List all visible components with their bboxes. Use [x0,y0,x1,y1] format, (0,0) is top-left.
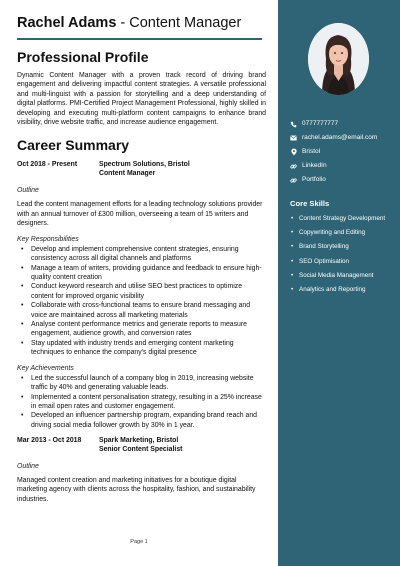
contact-text: 0777777777 [302,120,339,127]
contact-location [290,145,377,159]
profile-photo [308,23,369,95]
job-dates: Mar 2013 - Oct 2018 [17,436,82,444]
email-icon [290,135,297,142]
responsibilities-label: Key Responsibilities [17,235,79,243]
list-item: • Develop and implement comprehensive content strategies, ensuring consistency across all digital channels and platforms [17,245,266,263]
list-item: • Led the successful launch of a company blog in 2019, increasing website traffic by 40% and generating valuable leads. [17,374,266,392]
list-item: • Implemented a content personalisation strategy, resulting in a 25% increase in email open rates and customer engagement. [17,393,266,411]
contact-phone [290,117,377,131]
job-entry [17,160,266,429]
achievements-list [17,374,266,430]
skill-item: • Social Media Management [290,269,385,283]
outline-label: Outline [17,187,39,195]
phone-icon [290,121,297,128]
contact-linkedin[interactable] [290,159,377,173]
profile-heading: Professional Profile [17,49,149,65]
responsibilities-list [17,245,266,358]
page-number: Page 1 [130,539,148,545]
contact-text: Portfolio [302,176,326,183]
job-title: Senior Content Specialist [99,445,183,453]
list-item: • Collaborate with cross-functional teams to ensure brand messaging and voice are maintained across all marketing materials [17,301,266,319]
contact-portfolio[interactable] [290,173,377,187]
skill-item: • Content Strategy Development [290,212,385,226]
contact-list [290,117,377,187]
resume-header [17,14,266,32]
contact-text: Bristol [302,148,321,155]
job-title: Content Manager [99,170,156,178]
candidate-role: Content Manager [129,15,242,31]
skills-heading: Core Skills [290,199,330,208]
job-outline: Managed content creation and marketing initiatives for a boutique digital marketing agency with clients across the hospitality, fashion, and sustainability industries. [17,476,256,503]
career-heading: Career Summary [17,137,130,154]
skill-item: • Brand Storytelling [290,240,385,254]
portrait-image [308,23,369,95]
profile-text: Dynamic Content Manager with a proven track record of driving brand engagement and delivering impactful content strategies. A versatile professional and multi-linguist with a passion for storytelling and a deep understanding of digital platforms. PMI-Certified Project Management Professional, highly skilled in developing and executing multi-platform content campaigns to enhance brand visibility, drive website traffic, and increase audience engagement. [17,72,266,127]
job-header [17,436,266,454]
contact-text: LinkedIn [302,162,327,169]
list-item: • Manage a team of writers, providing guidance and feedback to ensure high-quality content creation [17,264,266,282]
job-entry [17,436,266,504]
job-header [17,160,266,178]
candidate-name: Rachel Adams [17,15,117,31]
location-icon [290,149,297,156]
skills-list [290,212,385,297]
skill-item: • Analytics and Reporting [290,283,385,297]
header-separator: - [120,15,126,31]
list-item: • Conduct keyword research and utilise SEO best practices to optimize content for improved organic visibility [17,282,266,300]
link-icon [290,177,297,184]
sidebar [278,0,400,566]
skill-item: • Copywriting and Editing [290,226,385,240]
header-divider [17,38,262,40]
achievements-label: Key Achievements [17,364,74,372]
outline-label: Outline [17,462,39,470]
job-company: Spectrum Solutions, Bristol [99,161,190,169]
list-item: • Developed an influencer partnership program, expanding brand reach and driving social media follower growth by 30% in 1 year. [17,411,266,429]
link-icon [290,163,297,170]
job-outline: Lead the content management efforts for a leading technology solutions provider with an annual turnover of £300 million, overseeing a team of 15 writers and designers. [17,201,263,228]
list-item: • Stay updated with industry trends and emerging content marketing techniques to enhance the company's digital presence [17,339,266,357]
job-company: Spark Marketing, Bristol [99,436,179,444]
job-dates: Oct 2018 - Present [17,161,78,169]
skill-item: • SEO Optimisation [290,255,385,269]
contact-text: rachel.adams@email.com [302,134,378,141]
contact-email[interactable] [290,131,377,145]
list-item: • Analyse content performance metrics and generate reports to measure engagement, audience growth, and conversion rates [17,320,266,338]
